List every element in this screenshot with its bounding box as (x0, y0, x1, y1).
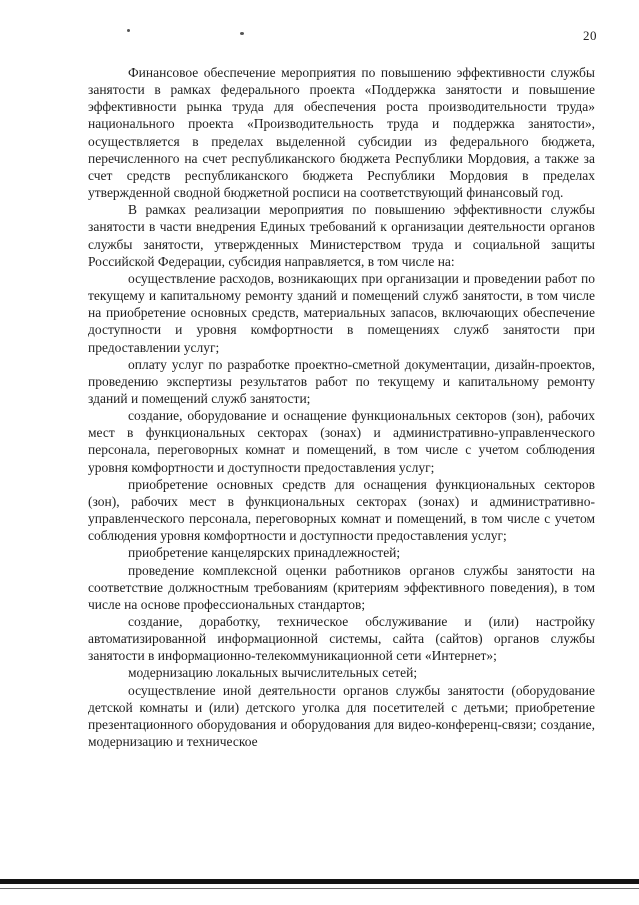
paragraph-financing: Финансовое обеспечение мероприятия по повышению эффективности службы занятости в рамках федерального проекта «Поддержка занятости и повышение эффективности рынка труда для обеспечения роста производительности труда» национального проекта «Производительность труда и поддержка занятости», осуществляется в пределах выделенной субсидии из федерального бюджета, перечисленного на счет республиканского бюджета Республики Мордовия, а также за счет средств республиканского бюджета Республики Мордовия в пределах утвержденной сводной бюджетной росписи на соответствующий финансовый год. (88, 65, 595, 201)
list-item-information-system: создание, доработку, техническое обслуживание и (или) настройку автоматизированной информационной системы, сайта (сайтов) органов службы занятости в информационно-телекоммуникационной сети «Интернет»; (88, 614, 595, 664)
list-item-local-networks: модернизацию локальных вычислительных сетей; (128, 665, 418, 681)
paragraph-subsidy-purpose: В рамках реализации мероприятия по повышению эффективности службы занятости в части внедрения Единых требований к организации деятельности органов службы занятости, утвержденных Министерством труда и социальной защиты Российской Федерации, субсидия направляется, в том числе на: (88, 202, 595, 269)
list-item-stationery: приобретение канцелярских принадлежностей; (128, 545, 401, 561)
list-item-fixed-assets: приобретение основных средств для оснащения функциональных секторов (зон), рабочих мест в функциональных секторах (зонах) и административно-управленческого персонала, переговорных комнат и помещений, в том числе с учетом соблюдения уровня комфортности и доступности предоставления услуг; (88, 476, 595, 544)
list-item-other-activities: осуществление иной деятельности органов службы занятости (оборудование детской комнаты и (или) детского уголка для посетителей с детьми; приобретение презентационного оборудования и оборудования для видео-конференц-связи; создание, модернизацию и техническое (88, 682, 595, 750)
page-number: 20 (583, 28, 597, 43)
scan-bottom-line (0, 888, 639, 889)
list-item-repair-expenses: осуществление расходов, возникающих при организации и проведении работ по текущему и капитальному ремонту зданий и помещений служб занятости, в том числе на приобретение основных средств, материальных запасов, включающих обеспечение доступности и уровня комфортности в помещениях служб занятости при предоставлении услуг; (88, 270, 595, 355)
scan-speck (127, 29, 130, 32)
list-item-design-documentation: оплату услуг по разработке проектно-сметной документации, дизайн-проектов, проведению экспертизы результатов работ по текущему и капитальному ремонту зданий и помещений служб занятости; (88, 356, 595, 406)
scan-bottom-edge (0, 879, 639, 884)
list-item-sector-equipment: создание, оборудование и оснащение функциональных секторов (зон), рабочих мест в функциональных секторах (зонах) и административно-управленческого персонала, переговорных комнат и помещений, в том числе с учетом соблюдения уровня комфортности и доступности предоставления услуг; (88, 408, 595, 475)
list-item-staff-assessment: проведение комплексной оценки работников органов службы занятости на соответствие должностным требованиям (критериям эффективного поведения), в том числе на основе профессиональных стандартов; (88, 562, 595, 612)
body-text (88, 64, 595, 750)
scan-speck (240, 32, 244, 35)
